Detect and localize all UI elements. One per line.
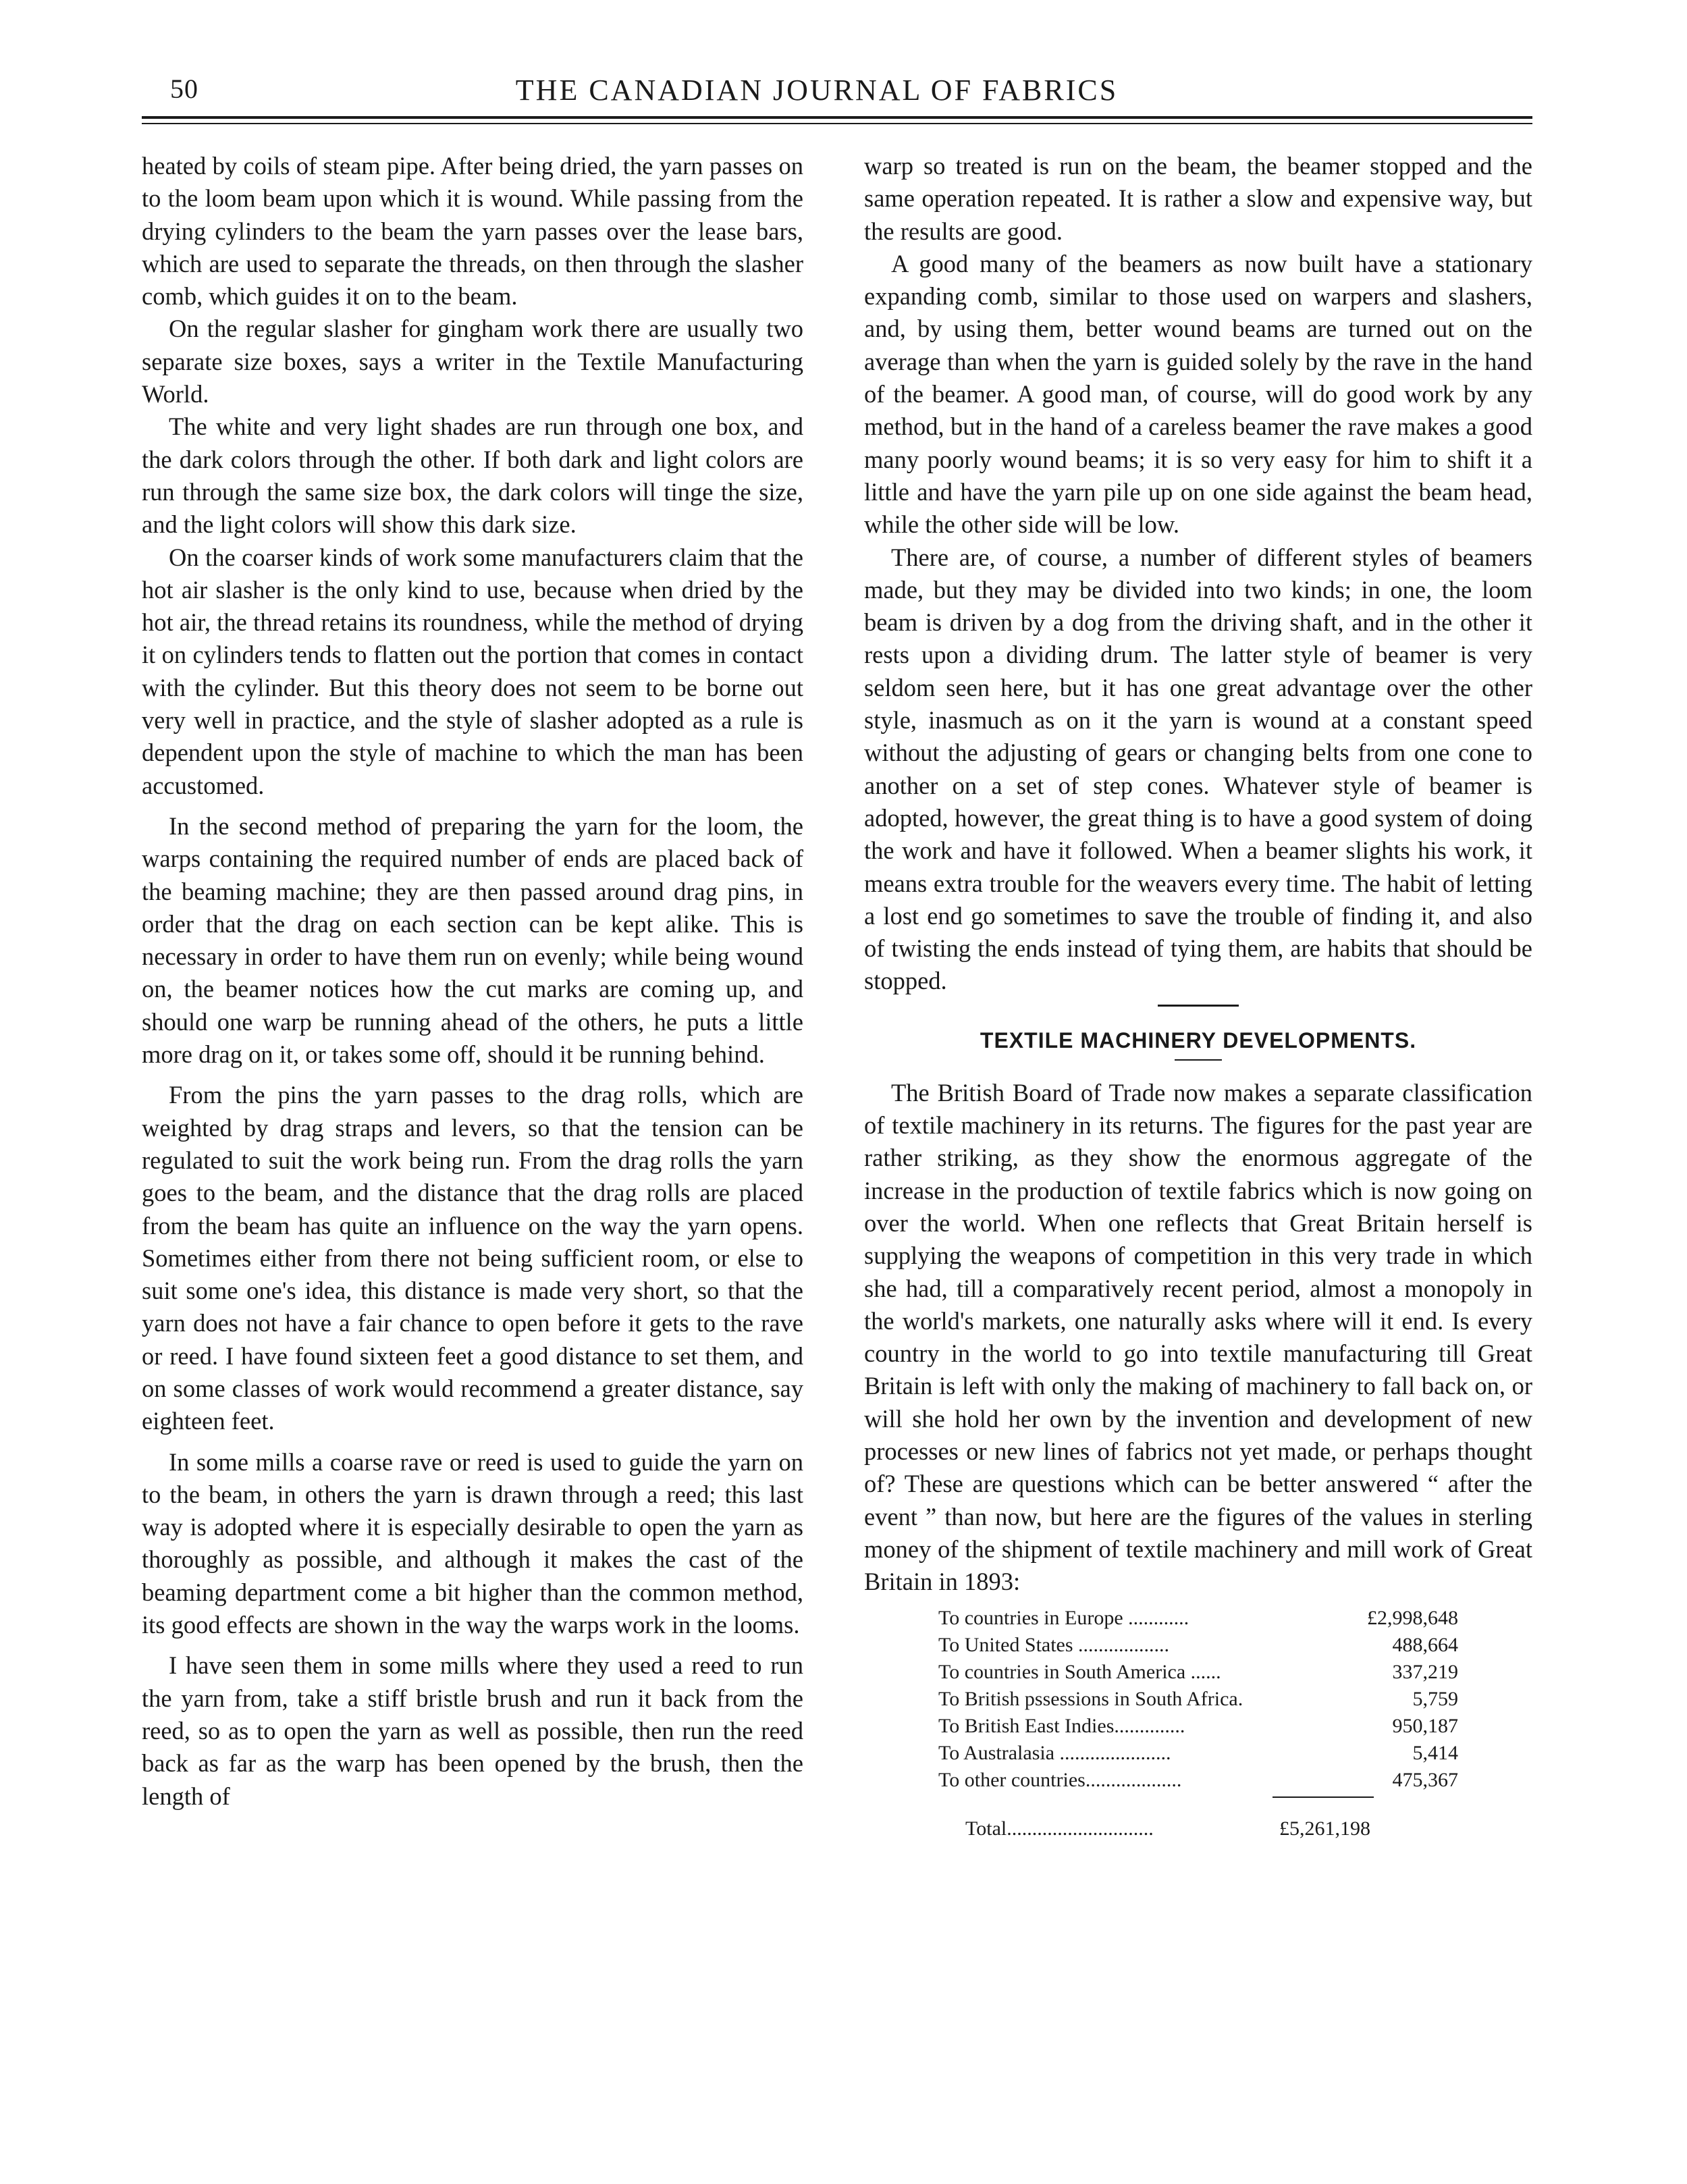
paragraph: On the regular slasher for gingham work there are usually two separate size boxes, says a writer in the Textile Manufacturing World. <box>142 315 803 408</box>
heading-rule <box>1175 1059 1222 1061</box>
paragraph: The British Board of Trade now makes a separate classification of textile machinery in its returns. The figures for the past year are rather striking, as they show the enormous aggregate of the increase in the production of textile fabrics which is now going on over the world. When one reflects that Great Britain herself is supplying the weapons of competition in this very trade in which she had, till a comparatively recent period, almost a monopoly in the world's markets, one naturally asks where will it end. Is every country in the world to go into textile manufacturing till Great Britain is left with only the making of machinery to fall back on, or will she hold her own by the invention and development of new processes or new lines of fabrics not yet made, or perhaps thought of? These are questions which can be better answered “ after the event ” than now, but here are the figures of the values in sterling money of the shipment of textile machinery and mill work of Great Britain in 1893: <box>864 1078 1532 1596</box>
paragraph: On the coarser kinds of work some manufacturers claim that the hot air slasher is the only kind to use, because when dried by the hot air, the thread retains its roundness, while the method of drying it on cylinders tends to flatten out the portion that comes in contact with the cylinder. But this theory does not seem to be borne out very well in practice, and the style of slasher adopted as a rule is dependent upon the style of machine to which the man has been accustomed. <box>142 543 803 799</box>
left-column <box>142 150 803 1813</box>
section-divider <box>1158 1005 1239 1007</box>
paragraph: In some mills a coarse rave or reed is used to guide the yarn on to the beam, in others the yarn is drawn through a reed; this last way is adopted where it is especially desirable to open the yarn as thoroughly as possible, and although it makes the cast of the beaming department come a bit higher than the common method, its good effects are shown in the way the warps work in the looms. <box>142 1447 803 1639</box>
row-label: To Australasia ...................... <box>938 1742 1171 1765</box>
row-value: 488,664 <box>1392 1634 1458 1657</box>
table-row <box>938 1740 1458 1767</box>
row-value: £2,998,648 <box>1367 1607 1458 1630</box>
journal-title: THE CANADIAN JOURNAL OF FABRICS <box>515 74 1119 107</box>
table-row <box>938 1632 1458 1659</box>
section-heading: TEXTILE MACHINERY DEVELOPMENTS. <box>980 1028 1417 1053</box>
paragraph: In the second method of preparing the yarn for the loom, the warps containing the required number of ends are placed back of the beaming machine; they are then passed around drag pins, in order that the drag on each section can be kept alike. This is necessary in order to have them run on evenly; while being wound on, the beamer notices how the cut marks are coming up, and should one warp be running ahead of the others, he puts a little more drag on it, or takes some off, should it be running behind. <box>142 811 803 1069</box>
row-label: To countries in Europe ............ <box>938 1607 1189 1630</box>
total-row <box>965 1815 1370 1842</box>
paragraph: A good many of the beamers as now built have a stationary expanding comb, similar to those used on warpers and slashers, and, by using them, better wound beams are turned out on the average than when the yarn is guided solely by the rave in the hand of the beamer. A good man, of course, will do good work by any method, but in the hand of a careless beamer the rave makes a good many poorly wound beams; it is so very easy for him to shift it a little and have the yarn pile up on one side against the beam head, while the other side will be low. <box>864 249 1532 539</box>
row-label: To British East Indies.............. <box>938 1715 1185 1738</box>
row-value: 5,759 <box>1412 1688 1458 1711</box>
row-value: 950,187 <box>1392 1715 1458 1738</box>
total-value: £5,261,198 <box>1279 1817 1370 1840</box>
row-label: To countries in South America ...... <box>938 1661 1221 1684</box>
row-value: 337,219 <box>1392 1661 1458 1684</box>
header-rule-thin <box>142 123 1532 124</box>
table-row <box>938 1713 1458 1740</box>
table-row <box>938 1605 1458 1632</box>
right-column <box>864 150 1532 1842</box>
row-label: To United States .................. <box>938 1634 1170 1657</box>
row-value: 5,414 <box>1412 1742 1458 1765</box>
row-label: To other countries................... <box>938 1769 1182 1792</box>
paragraph: The white and very light shades are run through one box, and the dark colors through the other. If both dark and light colors are run through the same size box, the dark colors will tinge the size, and the light colors will show this dark size. <box>142 412 803 539</box>
table-row <box>938 1659 1458 1686</box>
paragraph: From the pins the yarn passes to the drag rolls, which are weighted by drag straps and levers, so that the tension can be regulated to suit the work being run. From the drag rolls the yarn goes to the beam, and the distance that the drag rolls are placed from the beam has quite an influence on the way the yarn opens. Sometimes either from there not being sufficient room, or else to suit some one's idea, this distance is made very short, so that the yarn does not have a fair chance to open before it gets to the rave or reed. I have found sixteen feet a good distance to set them, and on some classes of work would recommend a greater distance, say eighteen feet. <box>142 1081 803 1435</box>
row-value: 475,367 <box>1392 1769 1458 1792</box>
sum-rule <box>1273 1796 1374 1798</box>
paragraph: I have seen them in some mills where they used a reed to run the yarn from, take a stiff bristle brush and run it back from the reed, so as to open the yarn as well as possible, then run the reed back as far as the warp has been opened by the brush, then the length of <box>142 1651 803 1810</box>
header-rule-thick <box>142 116 1532 119</box>
paragraph: warp so treated is run on the beam, the beamer stopped and the same operation repeated. It is rather a slow and expensive way, but the results are good. <box>864 152 1532 245</box>
paragraph: There are, of course, a number of different styles of beamers made, but they may be divided into two kinds; in one, the loom beam is driven by a dog from the driving shaft, and in the other it rests upon a dividing drum. The latter style of beamer is very seldom seen here, but it has one great advantage over the other style, inasmuch as on it the yarn is wound at a constant speed without the adjusting of gears or changing belts from one cone to another on a set of step cones. Whatever style of beamer is adopted, however, the great thing is to have a good system of doing the work and have it followed. When a beamer slights his work, it means extra trouble for the weavers every time. The habit of letting a lost end go sometimes to save the trouble of finding it, and also of twisting the ends instead of tying them, are habits that should be stopped. <box>864 543 1532 995</box>
page-number: 50 <box>170 74 198 104</box>
table-row <box>938 1767 1458 1794</box>
exports-table <box>938 1605 1458 1794</box>
total-label: Total............................. <box>965 1817 1154 1840</box>
row-label: To British pssessions in South Africa. <box>938 1688 1243 1711</box>
paragraph: heated by coils of steam pipe. After being dried, the yarn passes on to the loom beam upon which it is wound. While passing from the drying cylinders to the beam the yarn passes over the lease bars, which are used to separate the threads, on then through the slasher comb, which guides it on to the beam. <box>142 152 803 311</box>
table-row <box>938 1686 1458 1713</box>
